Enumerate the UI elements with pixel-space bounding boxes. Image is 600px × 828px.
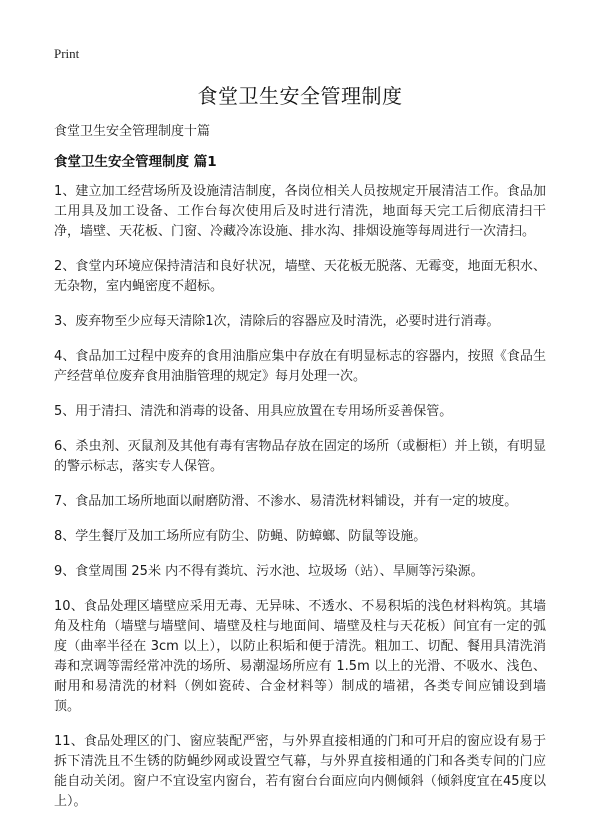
document-title: 食堂卫生安全管理制度: [197, 84, 403, 108]
print-label: Print: [54, 46, 80, 61]
paragraph-11: 11、食品处理区的门、窗应装配严密，与外界直接相通的门和可开启的窗应设有易于拆下清洗且不生锈的防蝇纱网或设置空气幕，与外界直接相通的门和各类专间的门应能自动关闭。窗户不宜设室内窗台，若有窗台台面应向内侧倾斜（倾斜度宜在45度以上）。: [54, 734, 546, 809]
paragraph-5: 5、用于清扫、清洗和消毒的设备、用具应放置在专用场所妥善保管。: [54, 404, 453, 419]
paragraph-3: 3、废弃物至少应每天清除1次，清除后的容器应及时清洗，必要时进行消毒。: [54, 314, 500, 329]
paragraph-7: 7、食品加工场所地面以耐磨防滑、不渗水、易清洗材料铺设，并有一定的坡度。: [54, 494, 518, 509]
paragraph-6: 6、杀虫剂、灭鼠剂及其他有毒有害物品存放在固定的场所（或橱柜）并上锁，有明显的警示标志，落实专人保管。: [54, 439, 546, 474]
paragraph-8: 8、学生餐厅及加工场所应有防尘、防蝇、防蟑螂、防鼠等设施。: [54, 529, 427, 544]
document-subtitle: 食堂卫生安全管理制度十篇: [54, 124, 211, 139]
paragraph-2: 2、食堂内环境应保持清洁和良好状况，墙壁、天花板无脱落、无霉变，地面无积水、无杂物，室内蝇密度不超标。: [54, 259, 546, 294]
paragraph-10: 10、食品处理区墙壁应采用无毒、无异味、不透水、不易积垢的浅色材料构筑。其墙角及柱角（墙壁与墙壁间、墙壁及柱与地面间、墙壁及柱与天花板）间宜有一定的弧度（曲率半径在 3cm 以上），以防止积垢和便于清洗。粗加工、切配、餐用具清洗消毒和烹调等需经常冲洗的场所、易潮湿场所应有 1.5m 以上的光滑、不吸水、浅色、耐用和易清洗的材料（例如瓷砖、合金材料等）制成的墙裙，各类专间应铺设到墙顶。: [54, 599, 546, 714]
document-body: [54, 182, 546, 827]
paragraph-9: 9、食堂周围 25米 内不得有粪坑、污水池、垃圾场（站）、旱厕等污染源。: [54, 564, 484, 579]
section-heading: 食堂卫生安全管理制度 篇1: [54, 154, 217, 170]
paragraph-1: 1、建立加工经营场所及设施清洁制度，各岗位相关人员按规定开展清洁工作。食品加工用具及加工设备、工作台每次使用后及时进行清洗，地面每天完工后彻底清扫干净，墙壁、天花板、门窗、冷藏冷冻设施、排水沟、排烟设施等每周进行一次清扫。: [54, 184, 546, 239]
paragraph-4: 4、食品加工过程中废弃的食用油脂应集中存放在有明显标志的容器内，按照《食品生产经营单位废弃食用油脂管理的规定》每月处理一次。: [54, 349, 546, 384]
